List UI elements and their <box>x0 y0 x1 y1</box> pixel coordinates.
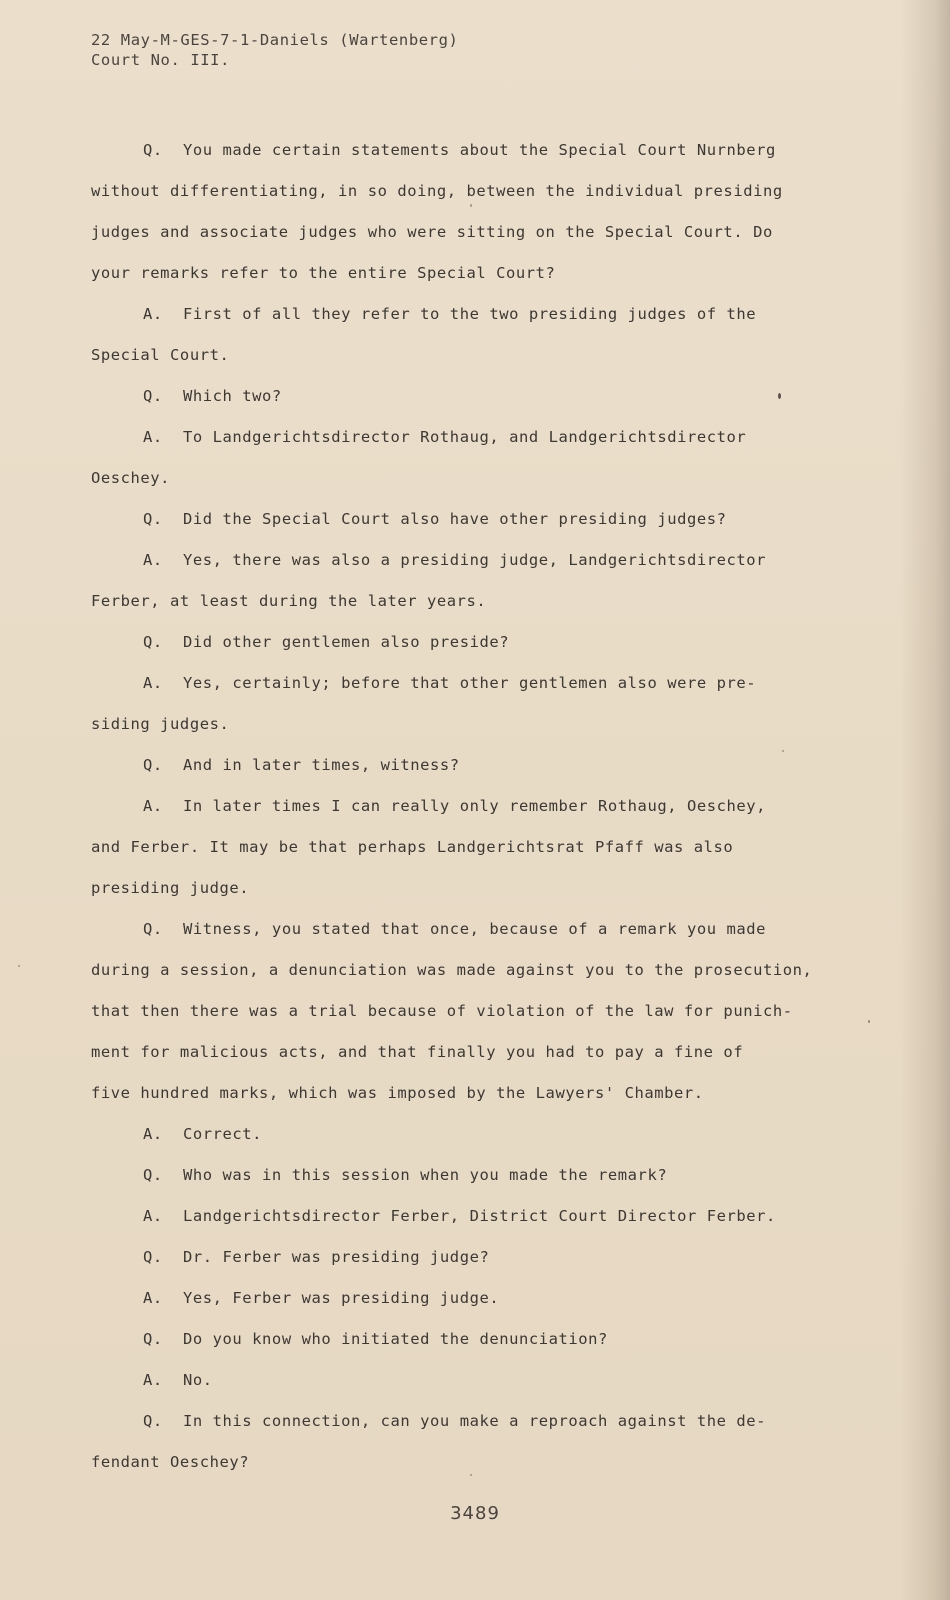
continuation-line <box>91 1073 851 1114</box>
line-text: judges and associate judges who were sitting on the Special Court. Do <box>91 223 773 241</box>
answer-line <box>91 663 851 704</box>
answer-line <box>91 1360 851 1401</box>
header-court-number: Court No. III. <box>91 51 231 69</box>
line-text: fendant Oeschey? <box>91 1453 250 1471</box>
question-line <box>91 130 851 171</box>
line-text: Special Court. <box>91 346 230 364</box>
transcript-body <box>91 130 851 1483</box>
question-line <box>91 1237 851 1278</box>
line-text: that then there was a trial because of violation of the law for punich- <box>91 1002 793 1020</box>
question-marker: Q. <box>143 633 163 651</box>
continuation-line <box>91 1032 851 1073</box>
paper-speck <box>18 965 20 967</box>
line-text: Witness, you stated that once, because of a remark you made <box>183 920 767 938</box>
answer-marker: A. <box>143 674 163 692</box>
line-text: Ferber, at least during the later years. <box>91 592 487 610</box>
line-text: Oeschey. <box>91 469 171 487</box>
answer-line <box>91 1196 851 1237</box>
question-line <box>91 745 851 786</box>
line-text: In this connection, can you make a reproach against the de- <box>183 1412 767 1430</box>
line-text: Who was in this session when you made the remark? <box>183 1166 668 1184</box>
paper-speck <box>782 750 784 752</box>
question-marker: Q. <box>143 387 163 405</box>
answer-marker: A. <box>143 428 163 446</box>
answer-marker: A. <box>143 305 163 323</box>
line-text: In later times I can really only remember Rothaug, Oeschey, <box>183 797 767 815</box>
answer-marker: A. <box>143 1289 163 1307</box>
line-text: To Landgerichtsdirector Rothaug, and Landgerichtsdirector <box>183 428 747 446</box>
line-text: Did other gentlemen also preside? <box>183 633 510 651</box>
continuation-line <box>91 868 851 909</box>
answer-marker: A. <box>143 1207 163 1225</box>
question-marker: Q. <box>143 1248 163 1266</box>
question-line <box>91 622 851 663</box>
line-text: Did the Special Court also have other presiding judges? <box>183 510 727 528</box>
question-marker: Q. <box>143 1412 163 1430</box>
line-text: Which two? <box>183 387 282 405</box>
line-text: and Ferber. It may be that perhaps Landgerichtsrat Pfaff was also <box>91 838 734 856</box>
line-text: Correct. <box>183 1125 263 1143</box>
question-line <box>91 1401 851 1442</box>
continuation-line <box>91 827 851 868</box>
line-text: Landgerichtsdirector Ferber, District Court Director Ferber. <box>183 1207 776 1225</box>
question-marker: Q. <box>143 920 163 938</box>
header-case-reference: 22 May-M-GES-7-1-Daniels (Wartenberg) <box>91 31 459 49</box>
question-marker: Q. <box>143 1330 163 1348</box>
line-text: Do you know who initiated the denunciation? <box>183 1330 608 1348</box>
line-text: You made certain statements about the Special Court Nurnberg <box>183 141 776 159</box>
answer-line <box>91 540 851 581</box>
answer-marker: A. <box>143 551 163 569</box>
question-line <box>91 499 851 540</box>
question-marker: Q. <box>143 510 163 528</box>
document-header <box>91 30 458 70</box>
answer-line <box>91 417 851 458</box>
answer-marker: A. <box>143 1371 163 1389</box>
line-text: during a session, a denunciation was made against you to the prosecution, <box>91 961 813 979</box>
line-text: First of all they refer to the two presiding judges of the <box>183 305 757 323</box>
continuation-line <box>91 581 851 622</box>
continuation-line <box>91 212 851 253</box>
question-line <box>91 909 851 950</box>
answer-line <box>91 294 851 335</box>
continuation-line <box>91 704 851 745</box>
line-text: Yes, there was also a presiding judge, Landgerichtsdirector <box>183 551 767 569</box>
continuation-line <box>91 253 851 294</box>
question-line <box>91 1319 851 1360</box>
question-line <box>91 1155 851 1196</box>
line-text: five hundred marks, which was imposed by the Lawyers' Chamber. <box>91 1084 704 1102</box>
page-number: 3489 <box>450 1503 500 1524</box>
continuation-line <box>91 335 851 376</box>
line-text: presiding judge. <box>91 879 250 897</box>
continuation-line <box>91 950 851 991</box>
line-text: No. <box>183 1371 213 1389</box>
paper-speck <box>868 1020 870 1023</box>
continuation-line <box>91 1442 851 1483</box>
line-text: siding judges. <box>91 715 230 733</box>
continuation-line <box>91 458 851 499</box>
paper-speck <box>470 1474 472 1476</box>
line-text: And in later times, witness? <box>183 756 460 774</box>
paper-speck <box>470 204 472 207</box>
line-text: your remarks refer to the entire Special Court? <box>91 264 556 282</box>
line-text: without differentiating, in so doing, between the individual presiding <box>91 182 783 200</box>
line-text: ment for malicious acts, and that finally you had to pay a fine of <box>91 1043 744 1061</box>
answer-line <box>91 786 851 827</box>
paper-speck <box>778 393 781 399</box>
continuation-line <box>91 991 851 1032</box>
question-marker: Q. <box>143 141 163 159</box>
line-text: Dr. Ferber was presiding judge? <box>183 1248 490 1266</box>
answer-marker: A. <box>143 797 163 815</box>
answer-line <box>91 1278 851 1319</box>
answer-line <box>91 1114 851 1155</box>
answer-marker: A. <box>143 1125 163 1143</box>
question-marker: Q. <box>143 756 163 774</box>
question-marker: Q. <box>143 1166 163 1184</box>
question-line <box>91 376 851 417</box>
line-text: Yes, Ferber was presiding judge. <box>183 1289 500 1307</box>
line-text: Yes, certainly; before that other gentlemen also were pre- <box>183 674 757 692</box>
